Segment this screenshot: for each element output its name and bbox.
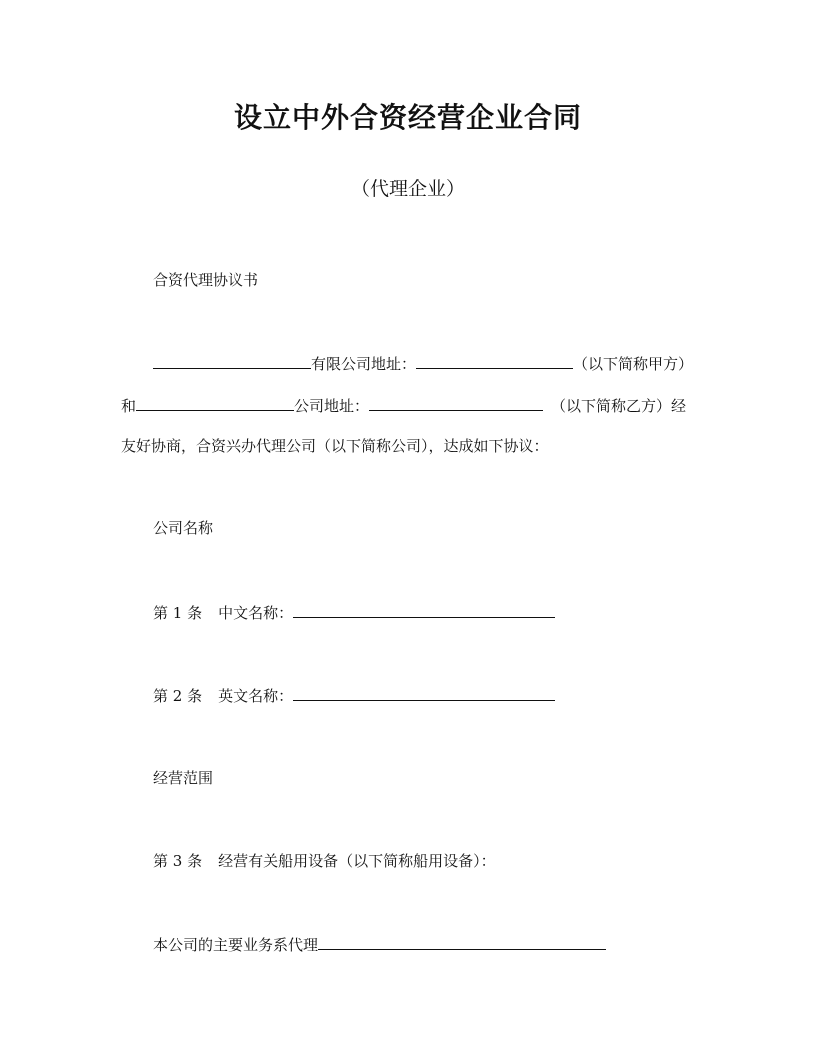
main-business-text: 本公司的主要业务系代理 [153,936,319,954]
main-business-line [153,934,606,955]
party-b-address-blank[interactable] [369,395,543,411]
party-line-2 [121,395,686,416]
article-2 [153,685,555,706]
party-a-address-blank[interactable] [416,353,573,369]
article-1-label: 中文名称： [218,604,294,622]
party-line-1-text-b: （以下简称甲方） [573,355,694,373]
document-title: 设立中外合资经营企业合同 [233,101,582,134]
party-line-1-text-a: 有限公司地址： [311,355,417,373]
article-2-number: 第 2 条 [153,687,203,705]
party-b-name-blank[interactable] [136,395,294,411]
party-line-2-text-c: （以下简称乙方）经 [551,397,687,415]
section-company-name: 公司名称 [153,519,214,537]
section-business-scope: 经营范围 [153,769,214,787]
party-line-2-text-b: 公司地址： [294,397,370,415]
agreement-heading: 合资代理协议书 [153,271,259,289]
party-line-1 [153,353,693,374]
article-1-number: 第 1 条 [153,604,203,622]
chinese-name-blank[interactable] [293,602,555,618]
party-line-2-text-a: 和 [121,397,137,415]
party-line-3: 友好协商，合资兴办代理公司（以下简称公司），达成如下协议： [121,437,549,455]
english-name-blank[interactable] [293,685,555,701]
article-3-number: 第 3 条 [153,852,203,870]
article-2-label: 英文名称： [218,687,294,705]
article-3 [153,851,496,871]
article-3-label: 经营有关船用设备（以下简称船用设备）： [218,852,496,870]
main-business-blank[interactable] [318,934,606,950]
document-subtitle: （代理企业） [350,178,465,200]
party-a-name-blank[interactable] [153,353,311,369]
article-1 [153,602,555,623]
